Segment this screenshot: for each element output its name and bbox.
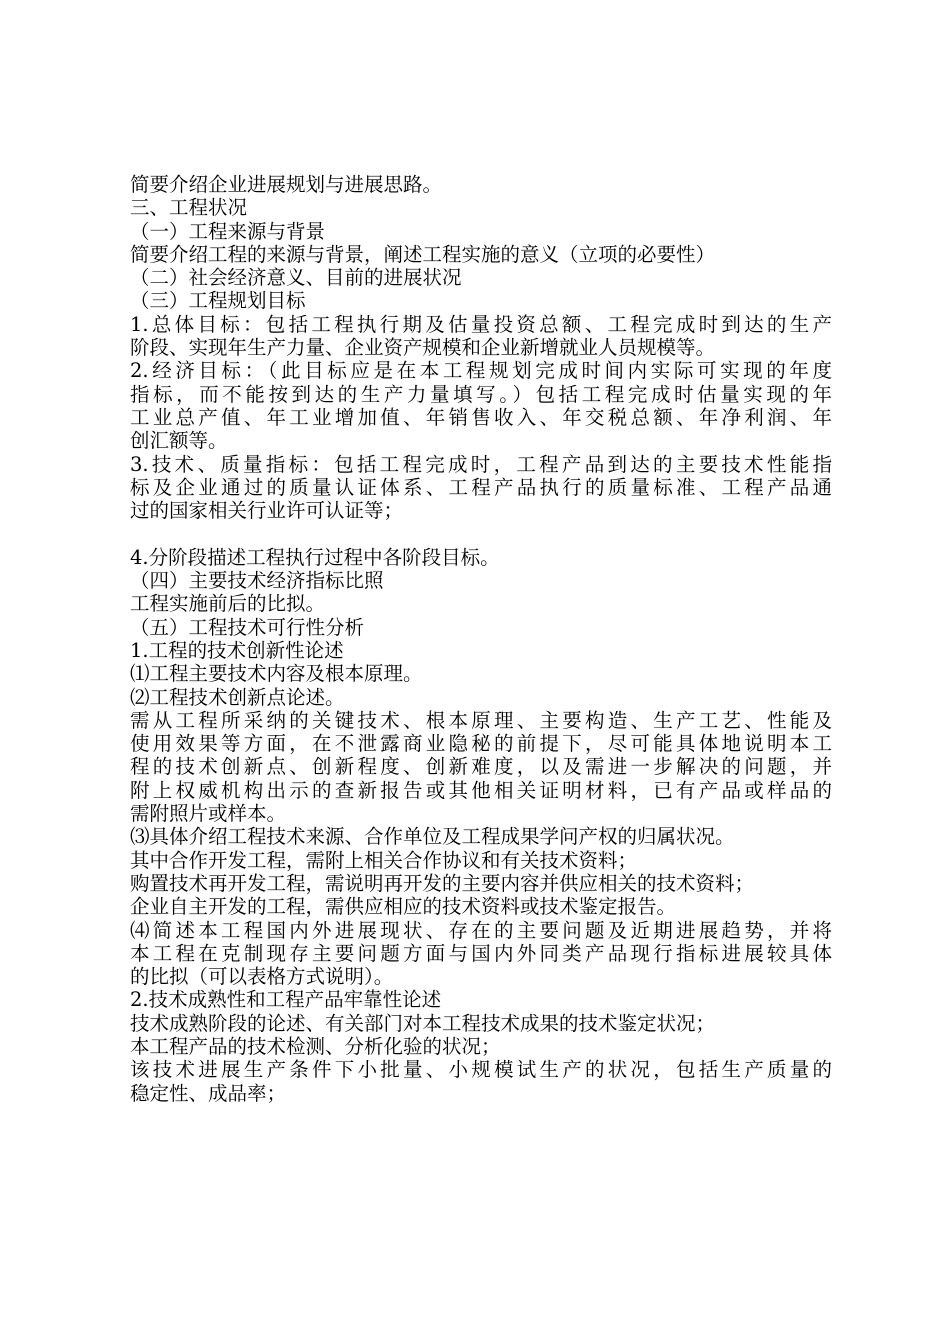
- paragraph-line: 阶段、实现年生产力量、企业资产规模和企业新增就业人员规模等。: [130, 336, 716, 360]
- blank-line: [130, 522, 835, 545]
- paragraph-line: ⑶具体介绍工程技术来源、合作单位及工程成果学问产权的归属状况。: [130, 825, 735, 849]
- paragraph-line: 附上权威机构出示的查新报告或其他相关证明材料，已有产品或样品的: [130, 778, 832, 802]
- document-body: [130, 173, 835, 1105]
- paragraph-line: 2.经济目标：（此目标应是在本工程规划完成时间内实际可实现的年度: [130, 359, 832, 383]
- paragraph-line: 过的国家相关行业许可认证等；: [130, 499, 404, 523]
- subsection-heading: （三）工程规划目标: [130, 289, 306, 313]
- paragraph-line: ⑷简述本工程国内外进展现状、存在的主要问题及近期进展趋势，并将: [130, 918, 832, 942]
- paragraph-line: 本工程产品的技术检测、分析化验的状况；: [130, 1034, 501, 1058]
- paragraph-line: ⑴工程主要技术内容及根本原理。: [130, 662, 423, 686]
- paragraph-line: 该技术进展生产条件下小批量、小规模试生产的状况，包括生产质量的: [130, 1058, 832, 1082]
- subsection-heading: （五）工程技术可行性分析: [130, 615, 365, 639]
- paragraph-line: 简要介绍企业进展规划与进展思路。: [130, 173, 443, 196]
- paragraph-line: 工业总产值、年工业增加值、年销售收入、年交税总额、年净利润、年: [130, 405, 832, 429]
- paragraph-line: ⑵工程技术创新点论述。: [130, 685, 345, 709]
- paragraph-line: 简要介绍工程的来源与背景，阐述工程实施的意义（立项的必要性）: [130, 242, 716, 266]
- subsection-heading: （二）社会经济意义、目前的进展状况: [130, 266, 462, 290]
- paragraph-line: 的比拟（可以表格方式说明）。: [130, 965, 394, 989]
- paragraph-line: 创汇额等。: [130, 429, 228, 453]
- paragraph-line: 指标，而不能按到达的生产力量填写。）包括工程完成时估量实现的年: [130, 382, 832, 406]
- paragraph-line: 4.分阶段描述工程执行过程中各阶段目标。: [130, 545, 500, 569]
- paragraph-line: 其中合作开发工程，需附上相关合作协议和有关技术资料；: [130, 848, 638, 872]
- paragraph-line: 需从工程所采纳的关键技术、根本原理、主要构造、生产工艺、性能及: [130, 708, 832, 732]
- section-heading: 三、工程状况: [130, 196, 248, 220]
- paragraph-line: 使用效果等方面，在不泄露商业隐秘的前提下，尽可能具体地说明本工: [130, 732, 832, 756]
- paragraph-line: 需附照片或样本。: [130, 802, 287, 826]
- paragraph-line: 工程实施前后的比拟。: [130, 592, 326, 616]
- paragraph-line: 技术成熟阶段的论述、有关部门对本工程技术成果的技术鉴定状况；: [130, 1011, 716, 1035]
- paragraph-line: 购置技术再开发工程，需说明再开发的主要内容并供应相关的技术资料；: [130, 871, 755, 895]
- subsection-heading: （一）工程来源与背景: [130, 219, 326, 243]
- item-heading: 1.工程的技术创新性论述: [130, 638, 344, 662]
- item-heading: 2.技术成熟性和工程产品牢靠性论述: [130, 988, 442, 1012]
- paragraph-line: 稳定性、成品率；: [130, 1081, 287, 1105]
- paragraph-line: 标及企业通过的质量认证体系、工程产品执行的质量标准、工程产品通: [130, 475, 832, 499]
- paragraph-line: 1.总体目标：包括工程执行期及估量投资总额、工程完成时到达的生产: [130, 312, 832, 336]
- paragraph-line: 3.技术、质量指标：包括工程完成时，工程产品到达的主要技术性能指: [130, 452, 832, 476]
- paragraph-line: 程的技术创新点、创新程度、创新难度，以及需进一步解决的问题，并: [130, 755, 832, 779]
- paragraph-line: 企业自主开发的工程，需供应相应的技术资料或技术鉴定报告。: [130, 895, 677, 919]
- subsection-heading: （四）主要技术经济指标比照: [130, 569, 384, 593]
- paragraph-line: 本工程在克制现存主要问题方面与国内外同类产品现行指标进展较具体: [130, 941, 832, 965]
